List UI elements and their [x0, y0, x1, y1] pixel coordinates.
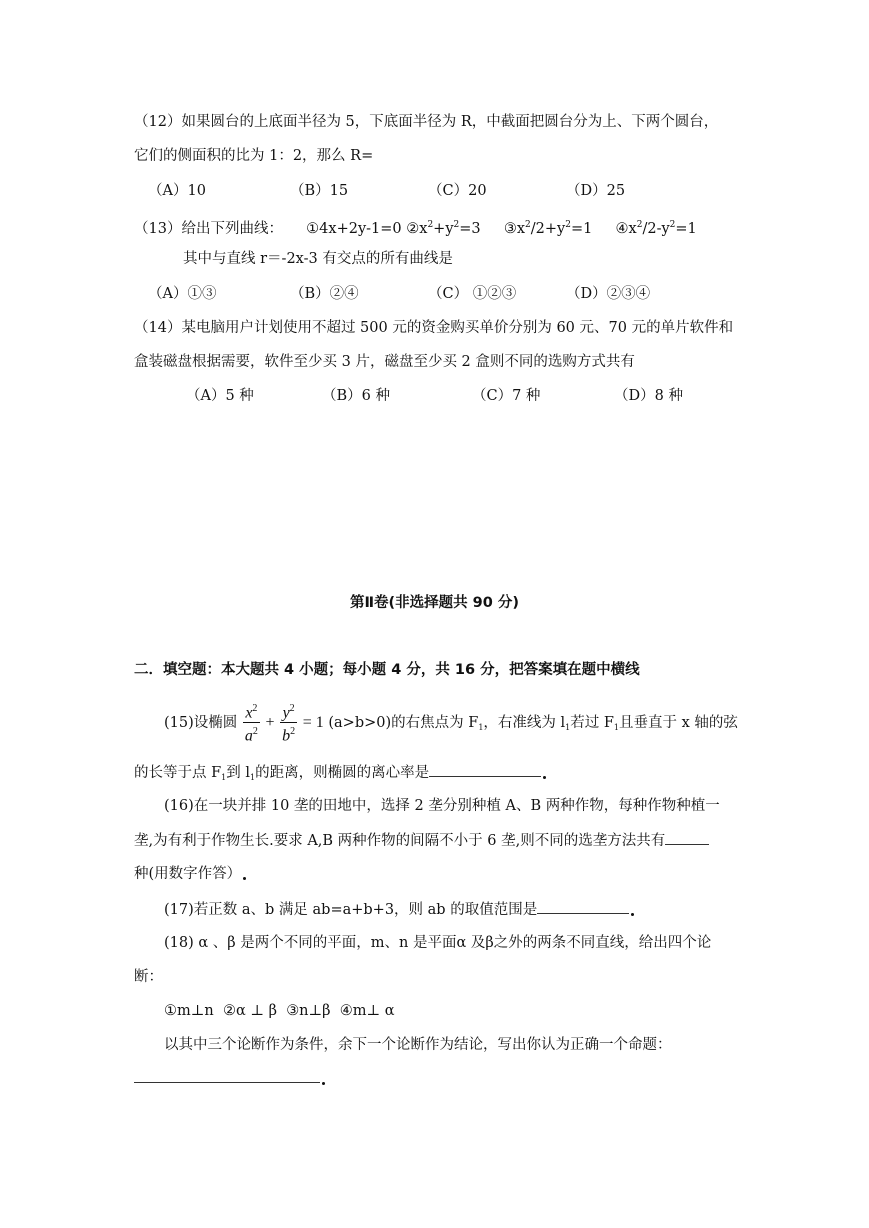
q12-option-d: （D）25	[566, 183, 626, 199]
q15-fraction-x: $\frac{x^2}{a^2}$	[244, 703, 258, 745]
q15-answer-blank[interactable]	[429, 762, 541, 777]
q17-line: (17)若正数 a、b 满足 ab=a+b+3，则 ab 的取值范围是	[164, 899, 634, 920]
q13-prefix: （13）给出下列曲线：	[134, 221, 283, 237]
q15-fraction-y: $\frac{y^2}{b^2}$	[282, 703, 296, 745]
q12-option-b: （B）15	[290, 183, 349, 199]
q16-line-1: (16)在一块并排 10 垄的田地中，选择 2 垄分别种植 A、B 两种作物，每种作物种植一	[164, 798, 720, 814]
q13-curve-3: $③x^2/2+y^2=1$	[503, 220, 593, 237]
q18-answer-blank[interactable]	[134, 1068, 320, 1083]
q14-option-b: （B）6 种	[322, 388, 390, 404]
q13-option-c: （C） ①②③	[428, 286, 517, 302]
q16-line-2: 垄,为有利于作物生长.要求 A,B 两种作物的间隔不小于 6 垄,则不同的选垄方法共有	[134, 830, 709, 851]
q13-option-a: （A）①③	[148, 286, 217, 302]
q16-line-3: 种(用数字作答）	[134, 864, 246, 884]
q13-line-1	[134, 215, 697, 239]
q13-curve-1: ①4x+2y-1=0	[306, 221, 402, 237]
q12-option-a: （A）10	[148, 183, 206, 199]
q13-curve-4: $④x^2/2-y^2=1$	[615, 220, 697, 237]
q14-option-a: （A）5 种	[186, 388, 254, 404]
q18-answer-line	[134, 1068, 325, 1089]
q13-curve-2: $②x^2+y^2=3$	[406, 220, 481, 237]
section-2-heading: 二．填空题：本大题共 4 小题；每小题 4 分，共 16 分，把答案填在题中横线	[134, 662, 640, 678]
q13-option-d: （D）②③④	[566, 286, 651, 302]
q16-answer-blank[interactable]	[665, 830, 709, 845]
q12-line-1: （12）如果圆台的上底面半径为 5，下底面半径为 R，中截面把圆台分为上、下两个圆台，	[134, 114, 719, 130]
q18-line-1: (18) α 、β 是两个不同的平面，m、n 是平面α 及β之外的两条不同直线，给出四个论	[164, 935, 712, 951]
q14-line-1: （14）某电脑用户计划使用不超过 500 元的资金购买单价分别为 60 元、70 元的单片软件和	[134, 320, 734, 336]
q12-line-2: 它们的侧面积的比为 1：2，那么 R=	[134, 148, 374, 164]
section-2-title: 第Ⅱ卷(非选择题共 90 分)	[349, 595, 520, 611]
q18-items: ①m⊥n ②α ⊥ β ③n⊥β ④m⊥ α	[164, 1003, 395, 1019]
q15-line-2: 的长等于点 $F_1$到 $l_1$的距离，则椭圆的离心率是	[134, 762, 546, 788]
q13-option-b: （B）②④	[290, 286, 359, 302]
q14-option-c: （C）7 种	[472, 388, 541, 404]
q12-option-c: （C）20	[428, 183, 487, 199]
q18-line-4: 以其中三个论断作为条件，余下一个论断作为结论，写出你认为正确一个命题：	[164, 1037, 672, 1053]
q17-answer-blank[interactable]	[537, 899, 629, 914]
q15-line-1: (15)设椭圆 $\frac{x^2}{a^2}$ + $\frac{y^2}{b^2}$ = 1 (a>b>0)的右焦点为 $F_1$，右准线为 $l_1$若过 $F_1$且垂直于 x 轴的弦	[164, 700, 738, 748]
q14-line-2: 盒装磁盘根据需要，软件至少买 3 片，磁盘至少买 2 盒则不同的选购方式共有	[134, 354, 635, 370]
q14-option-d: （D）8 种	[614, 388, 683, 404]
q18-line-2: 断：	[134, 969, 163, 985]
q13-line-2: 其中与直线 r＝-2x-3 有交点的所有曲线是	[183, 251, 453, 267]
